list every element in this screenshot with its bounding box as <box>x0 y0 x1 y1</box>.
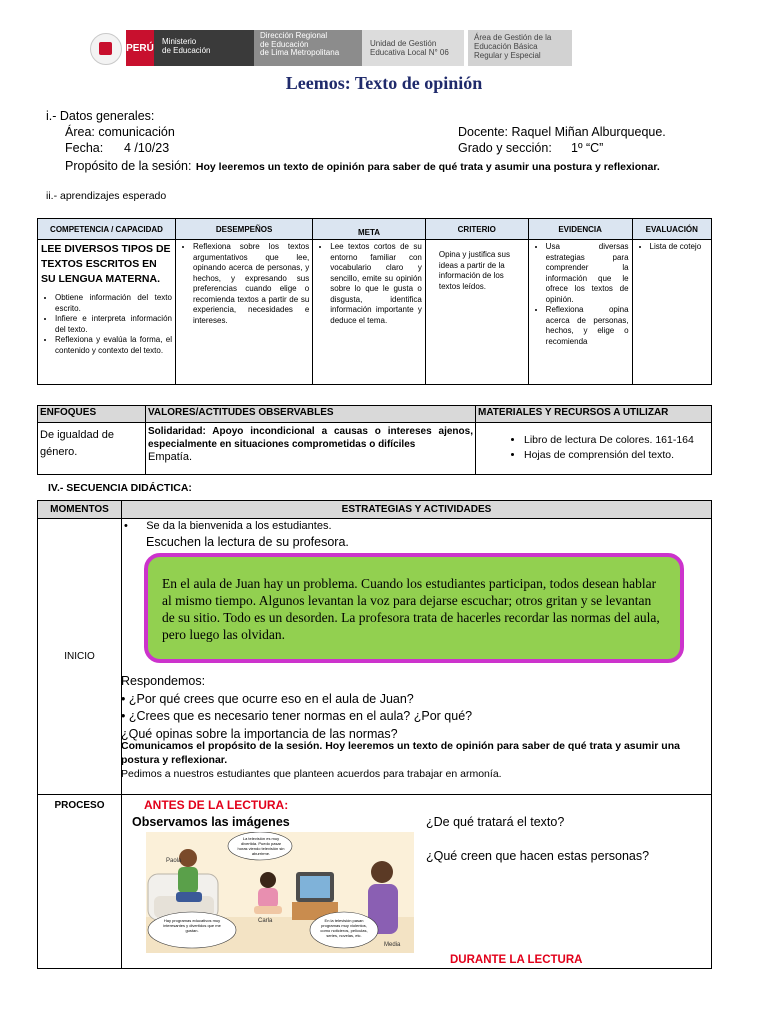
list-item: • Reflexiona opina acerca de personas, hechos, y elige o recomienda <box>546 305 629 347</box>
table-header-row <box>38 501 712 519</box>
valor-solidaridad: Solidaridad: Apoyo incondicional a causas o intereses ajenos, especialmente en situaciones comprometidas o difíciles <box>148 426 473 450</box>
list-item: • Libro de lectura De colores. 161-164 <box>524 433 709 448</box>
area-gestion-line: Educación Básica <box>474 42 538 51</box>
illustration-name-paola: Paola <box>166 858 182 864</box>
bubble-text-3: En la televisión pasan programas muy violentos, como noticieros, películas, series, novelas, etc. <box>320 918 368 938</box>
pregunta-personas: ¿Qué creen que hacen estas personas? <box>426 849 650 863</box>
pregunta-2: • ¿Crees que es necesario tener normas en el aula? ¿Por qué? <box>121 709 473 723</box>
respondemos-block <box>121 673 711 743</box>
proposito-value: Hoy leeremos un texto de opinión para saber de qué trata y asumir una postura y reflexionar. <box>195 161 660 173</box>
grado-value: 1º “C” <box>571 141 604 155</box>
enfoque-cell: De igualdad de género. <box>38 423 146 475</box>
table-row <box>38 240 712 385</box>
fecha-value: 4 /10/23 <box>124 141 170 155</box>
inicio-bullet-text: Se da la bienvenida a los estudiantes. <box>146 520 332 532</box>
criterio-cell <box>425 240 528 385</box>
aprendizajes-table <box>37 218 712 385</box>
bubble-text-2: Hay programas educativos muy interesantes y divertidos que me gustan. <box>163 918 221 933</box>
ministerio-logo <box>154 30 254 66</box>
table-header-row <box>38 219 712 240</box>
area-text: Área: comunicación <box>65 125 175 139</box>
area-gestion-line: Regular y Especial <box>474 51 541 60</box>
table-row <box>38 423 712 475</box>
th-meta: META <box>313 219 426 240</box>
valores-cell <box>146 423 476 475</box>
th-momentos: MOMENTOS <box>38 501 122 519</box>
pregunta-3: ¿Qué opinas sobre la importancia de las normas? <box>121 726 398 741</box>
materiales-cell <box>476 423 712 475</box>
dre-line: Dirección Regional <box>260 31 328 40</box>
list-item: • Hojas de comprensión del texto. <box>524 448 709 463</box>
page-title: Leemos: Texto de opinión <box>285 73 483 93</box>
desempeno-list <box>179 242 309 326</box>
criterio-text: Opina y justifica sus ideas a partir de la información de los textos leídos. <box>438 250 510 291</box>
pregunta-tratara: ¿De qué tratará el texto? <box>426 815 565 829</box>
th-criterio: CRITERIO <box>425 219 528 240</box>
list-item: • Infiere e interpreta información del texto. <box>55 314 172 335</box>
fecha-label: Fecha: <box>65 141 104 155</box>
ugel-logo <box>362 30 464 66</box>
datos-heading: i.- Datos generales: <box>46 109 155 123</box>
competencia-title: LEE DIVERSOS TIPOS DE TEXTOS ESCRITOS EN SU LENGUA MATERNA. <box>41 243 171 285</box>
inicio-label: INICIO <box>38 519 122 795</box>
table-header-row <box>38 406 712 423</box>
evaluacion-list <box>636 242 708 253</box>
list-item: • Reflexiona sobre los textos argumentativos que lee, opinando acerca de personas, y hechos, y expresando sus preferencias cuando elige o recomienda textos a partir de su experiencia, necesidades e intereses. <box>193 242 309 326</box>
th-evidencia: EVIDENCIA <box>528 219 632 240</box>
proceso-label: PROCESO <box>38 795 122 969</box>
dre-line: de Educación <box>260 39 309 49</box>
lectura-box: En el aula de Juan hay un problema. Cuando los estudiantes participan, todos desean hablar al mismo tiempo. Algunos levantan la voz para dejarse escuchar; otros gritan y se levantan de su sitio. Todo es un desorden. La profesora trata de hacerles recordar las normas del aula, pero luego las olvidan. <box>144 553 684 663</box>
ugel-line: Unidad de Gestión <box>370 39 437 48</box>
evidencia-cell <box>528 240 632 385</box>
desempeno-cell <box>175 240 312 385</box>
th-competencia: COMPETENCIA / CAPACIDAD <box>38 219 176 240</box>
ministerio-line: de Educación <box>162 46 211 55</box>
evidencia-list <box>532 242 629 347</box>
observamos-text: Observamos las imágenes <box>132 815 290 829</box>
capacidades-list <box>41 293 172 356</box>
header-banner <box>90 30 572 66</box>
materiales-list <box>478 433 709 463</box>
dre-logo <box>254 30 362 66</box>
valor-empatia: Empatía. <box>148 451 193 463</box>
th-valores: VALORES/ACTITUDES OBSERVABLES <box>146 406 476 423</box>
antes-lectura: ANTES DE LA LECTURA: <box>144 798 289 812</box>
list-item: • Usa diversas estrategias para comprender la información que le ofrece los textos de opinión. <box>546 242 629 305</box>
dre-line: de Lima Metropolitana <box>260 48 340 57</box>
proposito-row <box>65 157 745 175</box>
bubble-text-1: La televisión es muy divertida. Puedo pasar horas viendo televisión sin aburrirme. <box>237 836 285 856</box>
comunicamos-text: Comunicamos el propósito de la sesión. Hoy leeremos un texto de opinión para saber de qué trata y asumir una postura y reflexionar. <box>121 740 680 766</box>
pregunta-1: • ¿Por qué crees que ocurre eso en el aula de Juan? <box>121 691 414 706</box>
pedimos-text: Pedimos a nuestros estudiantes que planteen acuerdos para trabajar en armonía. <box>121 768 502 780</box>
grado-label: Grado y sección: <box>458 141 552 155</box>
durante-lectura: DURANTE LA LECTURA <box>450 954 583 966</box>
list-item: • Lista de cotejo <box>650 242 708 253</box>
th-desempenos: DESEMPEÑOS <box>175 219 312 240</box>
list-item: • Lee textos cortos de su entorno familiar con vocabulario claro y sencillo, emite su opinión sobre lo que le gusta o disgusta, identifica información importante y deduce el tema. <box>330 242 422 326</box>
illustration-name-carla: Carla <box>258 918 273 924</box>
coat-of-arms-icon <box>90 33 122 65</box>
meta-list <box>316 242 422 326</box>
th-materiales: MATERIALES Y RECURSOS A UTILIZAR <box>476 406 712 423</box>
list-item: • Obtiene información del texto escrito. <box>55 293 172 314</box>
inicio-escuchen: Escuchen la lectura de su profesora. <box>146 535 349 549</box>
respondemos-label: Respondemos: <box>121 674 206 688</box>
peru-logo: PERÚ <box>126 30 154 66</box>
list-item: • Reflexiona y evalúa la forma, el contenido y contexto del texto. <box>55 335 172 356</box>
docente-text: Docente: Raquel Miñan Alburqueque. <box>458 125 666 139</box>
ministerio-line: Ministerio <box>162 37 197 46</box>
aprendizajes-heading: ii.- aprendizajes esperado <box>46 190 167 202</box>
family-tv-illustration <box>146 832 414 953</box>
th-estrategias: ESTRATEGIAS Y ACTIVIDADES <box>122 501 712 519</box>
meta-cell <box>313 240 426 385</box>
secuencia-heading: IV.- SECUENCIA DIDÁCTICA: <box>48 482 192 494</box>
th-enfoques: ENFOQUES <box>38 406 146 423</box>
proposito-label: Propósito de la sesión: <box>65 159 192 173</box>
enfoques-table <box>37 405 712 475</box>
ugel-line: Educativa Local N° 06 <box>370 48 449 57</box>
evaluacion-cell <box>632 240 711 385</box>
competencia-cell <box>38 240 176 385</box>
area-gestion-line: Área de Gestión de la <box>474 33 552 42</box>
area-gestion-logo <box>468 30 572 66</box>
th-evaluacion: EVALUACIÓN <box>632 219 711 240</box>
illustration-name-media: Media <box>384 942 401 948</box>
inicio-bullet: • Se da la bienvenida a los estudiantes. <box>124 520 332 532</box>
